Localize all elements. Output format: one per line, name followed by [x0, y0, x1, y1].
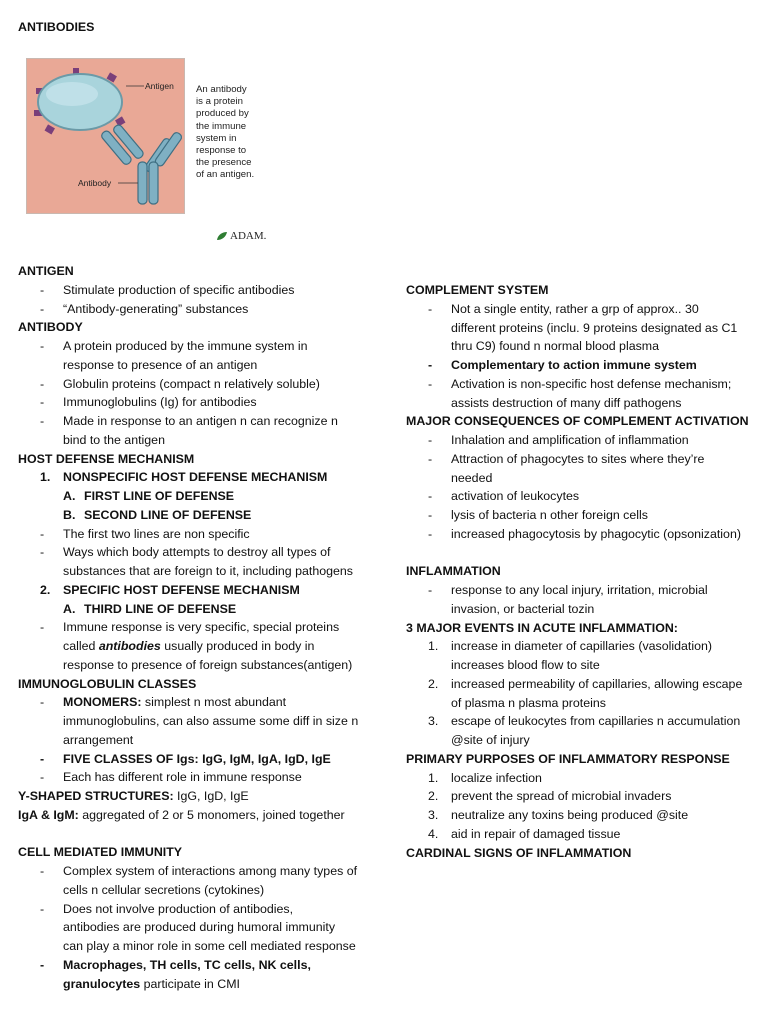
- list-item-cont: thru C9) found n normal blood plasma: [451, 339, 660, 354]
- list-item: - A protein produced by the immune system in: [40, 339, 308, 353]
- section-heading: IMMUNOGLOBULIN CLASSES: [18, 676, 197, 691]
- list-item-cont: antibodies are produced during humoral immunity: [63, 920, 336, 935]
- list-item-cont: cells n cellular secretions (cytokines): [63, 882, 265, 897]
- list-item: - Ways which body attempts to destroy all types of: [40, 545, 331, 560]
- list-item-cont: called antibodies usually produced in body in: [63, 639, 315, 653]
- logo-text: ADAM.: [230, 230, 267, 242]
- section-heading: CARDINAL SIGNS OF INFLAMMATION: [406, 845, 632, 860]
- list-item-cont: granulocytes participate in CMI: [63, 976, 240, 991]
- section-heading: CELL MEDIATED IMMUNITY: [18, 845, 183, 860]
- section-heading: ANTIBODY: [18, 320, 83, 335]
- numbered-item-cont: increases blood flow to site: [451, 658, 600, 672]
- definition-line: Y-SHAPED STRUCTURES: IgG, IgD, IgE: [18, 789, 249, 803]
- left-column: [18, 262, 378, 993]
- section-heading: 3 MAJOR EVENTS IN ACUTE INFLAMMATION:: [406, 620, 678, 635]
- list-item: - Globulin proteins (compact n relatively soluble): [40, 376, 320, 391]
- list-item: - FIVE CLASSES OF Igs: IgG, IgM, IgA, IgD, IgE: [40, 751, 331, 766]
- list-item-cont: needed: [451, 470, 493, 485]
- list-item: - increased phagocytosis by phagocytic (opsonization): [428, 526, 741, 541]
- section-heading: PRIMARY PURPOSES OF INFLAMMATORY RESPONSE: [406, 751, 730, 766]
- list-item-cont: invasion, or bacterial tozin: [451, 601, 595, 616]
- list-item: - Macrophages, TH cells, TC cells, NK cells,: [40, 957, 311, 972]
- list-item-cont: response to presence of an antigen: [63, 357, 258, 372]
- list-item-cont: bind to the antigen: [63, 432, 165, 447]
- list-item: - response to any local injury, irritation, microbial: [428, 583, 708, 597]
- list-item: - Inhalation and amplification of inflammation: [428, 433, 689, 447]
- numbered-item-cont: @site of injury: [451, 733, 530, 747]
- list-item: - Immunoglobulins (Ig) for antibodies: [40, 395, 257, 410]
- numbered-item: 1. increase in diameter of capillaries (vasolidation): [428, 639, 713, 654]
- numbered-item-cont: of plasma n plasma proteins: [451, 695, 606, 710]
- lettered-item: B. SECOND LINE OF DEFENSE: [63, 507, 252, 522]
- section-heading: INFLAMMATION: [406, 564, 501, 579]
- list-item: - Immune response is very specific, special proteins: [40, 620, 340, 635]
- antibody-figure: [26, 58, 185, 214]
- list-item: - Complementary to action immune system: [428, 358, 697, 372]
- lettered-item: A. FIRST LINE OF DEFENSE: [63, 489, 235, 503]
- list-item-cont: immunoglobulins, can also assume some diff in size n: [63, 714, 359, 728]
- list-item: - Not a single entity, rather a grp of approx.. 30: [428, 301, 699, 316]
- antigen-label: Antigen: [145, 81, 174, 91]
- list-item: - Attraction of phagocytes to sites where they’re: [428, 451, 705, 466]
- list-item: - MONOMERS: simplest n most abundant: [40, 695, 287, 710]
- section-heading: HOST DEFENSE MECHANISM: [18, 451, 195, 466]
- leaf-icon: [216, 231, 228, 241]
- numbered-item: 1. localize infection: [428, 770, 542, 785]
- list-item-cont: arrangement: [63, 732, 134, 747]
- numbered-item: 4. aid in repair of damaged tissue: [428, 826, 621, 841]
- list-item: - Does not involve production of antibodies,: [40, 901, 294, 916]
- figure-caption: An antibody is a protein produced by the immune system in response to the presence of an antigen.: [196, 84, 255, 181]
- list-item-cont: response to presence of foreign substances(antigen): [63, 657, 353, 672]
- definition-line: IgA & IgM: aggregated of 2 or 5 monomers, joined together: [18, 807, 345, 822]
- section-heading: MAJOR CONSEQUENCES OF COMPLEMENT ACTIVATION: [406, 414, 749, 429]
- list-item-cont: assists destruction of many diff pathogens: [451, 395, 682, 410]
- right-column: [406, 281, 758, 862]
- adam-logo: [216, 230, 266, 242]
- section-heading: COMPLEMENT SYSTEM: [406, 283, 549, 297]
- antibody-label: Antibody: [78, 178, 112, 188]
- list-item-cont: substances that are foreign to it, including pathogens: [63, 564, 353, 578]
- list-item: - Complex system of interactions among many types of: [40, 864, 358, 878]
- list-item: - The first two lines are non specific: [40, 526, 250, 541]
- section-heading: ANTIGEN: [18, 264, 74, 278]
- list-item: - Made in response to an antigen n can recognize n: [40, 414, 338, 428]
- list-item-cont: can play a minor role in some cell mediated response: [63, 939, 356, 953]
- numbered-item: 2. increased permeability of capillaries, allowing escape: [428, 676, 743, 691]
- list-item-cont: different proteins (inclu. 9 proteins designated as C1: [451, 320, 738, 335]
- numbered-item: 2. prevent the spread of microbial invaders: [428, 789, 672, 804]
- page-title: ANTIBODIES: [18, 20, 95, 34]
- list-item: - Stimulate production of specific antibodies: [40, 282, 295, 297]
- numbered-item: 2. SPECIFIC HOST DEFENSE MECHANISM: [40, 582, 300, 597]
- lettered-item: A. THIRD LINE OF DEFENSE: [63, 601, 237, 616]
- list-item: - lysis of bacteria n other foreign cells: [428, 508, 648, 522]
- numbered-item: 1. NONSPECIFIC HOST DEFENSE MECHANISM: [40, 470, 328, 485]
- list-item: - Each has different role in immune response: [40, 770, 302, 785]
- list-item: - Activation is non-specific host defense mechanism;: [428, 376, 732, 391]
- antibody-antigen-illustration: [26, 58, 185, 214]
- list-item: - “Antibody-generating” substances: [40, 301, 249, 316]
- list-item: - activation of leukocytes: [428, 489, 580, 504]
- numbered-item: 3. neutralize any toxins being produced @site: [428, 808, 689, 822]
- numbered-item: 3. escape of leukocytes from capillaries n accumulation: [428, 714, 741, 729]
